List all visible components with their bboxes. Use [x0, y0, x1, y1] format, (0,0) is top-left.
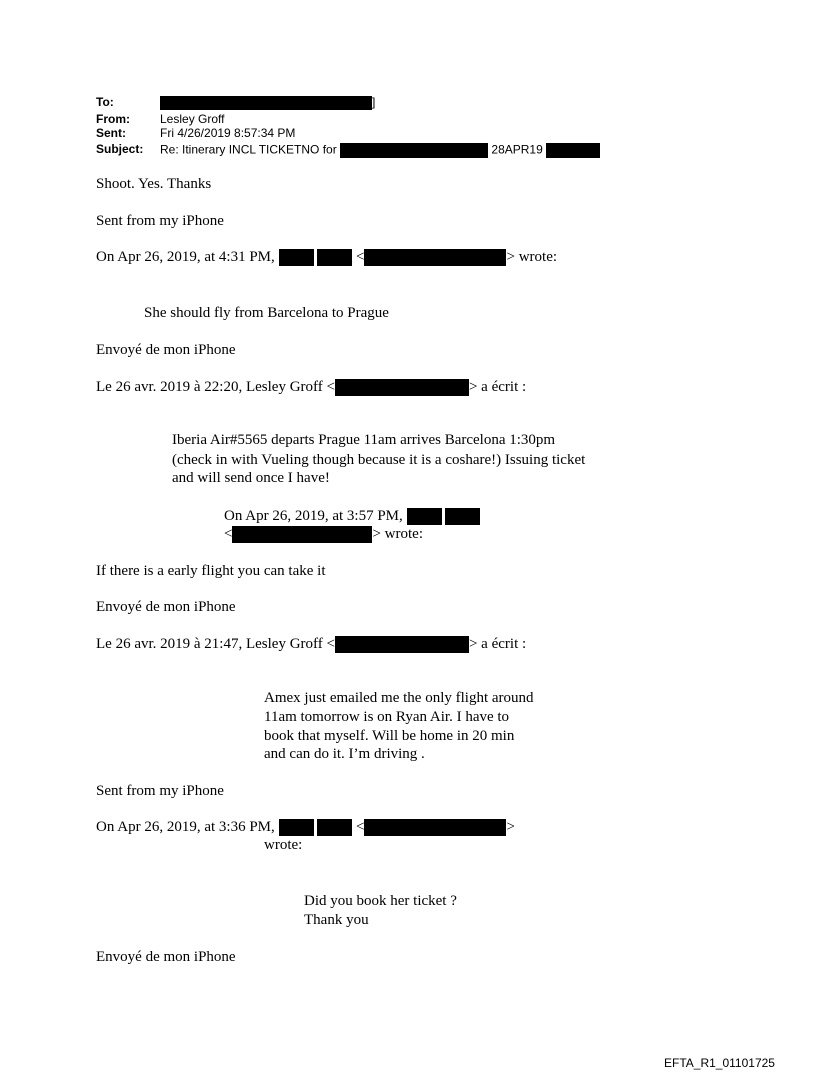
redaction-block: [317, 249, 352, 266]
quote-header: < > wrote:: [224, 526, 423, 542]
redaction-block: [407, 508, 442, 525]
to-suffix: ]: [372, 95, 376, 110]
body-line: and will send once I have!: [172, 470, 330, 486]
body-line: (check in with Vueling though because it is a coshare!) Issuing ticket: [172, 452, 586, 468]
from-value: Lesley Groff: [160, 112, 225, 126]
subject-label: Subject:: [96, 142, 144, 156]
redaction-block: [546, 143, 600, 158]
body-line: Did you book her ticket ?: [304, 893, 457, 909]
redaction-block: [232, 526, 372, 543]
body-line: Amex just emailed me the only flight around: [264, 690, 534, 706]
body-line: Thank you: [304, 912, 369, 928]
body-line: 11am tomorrow is on Ryan Air. I have to: [264, 709, 510, 725]
quote-header: On Apr 26, 2019, at 3:36 PM, < >: [96, 819, 515, 835]
body-line: wrote:: [264, 837, 303, 853]
to-label: To:: [96, 95, 114, 109]
body-line: Sent from my iPhone: [96, 783, 224, 799]
document-id: EFTA_R1_01101725: [664, 1056, 775, 1070]
body-line: If there is a early flight you can take it: [96, 563, 326, 579]
subject-date: 28APR19: [491, 142, 543, 157]
quote-header: On Apr 26, 2019, at 3:57 PM,: [224, 507, 480, 525]
body-line: Shoot. Yes. Thanks: [96, 176, 212, 192]
redaction-block: [445, 508, 480, 525]
sent-value: Fri 4/26/2019 8:57:34 PM: [160, 126, 296, 140]
quote-header: On Apr 26, 2019, at 4:31 PM, < > wrote:: [96, 249, 558, 265]
redaction-block: [335, 379, 469, 396]
body-line: and can do it. I’m driving .: [264, 746, 425, 762]
body-line: Envoyé de mon iPhone: [96, 599, 236, 615]
body-line: Sent from my iPhone: [96, 213, 224, 229]
body-line: Envoyé de mon iPhone: [96, 949, 236, 965]
from-label: From:: [96, 112, 130, 126]
redaction-block: [279, 819, 314, 836]
redaction-block: [335, 636, 469, 653]
subject-prefix: Re: Itinerary INCL TICKETNO for: [160, 142, 337, 157]
body-line: Iberia Air#5565 departs Prague 11am arrives Barcelona 1:30pm: [172, 432, 556, 448]
quote-header: Le 26 avr. 2019 à 22:20, Lesley Groff < > a écrit :: [96, 379, 527, 395]
sent-label: Sent:: [96, 126, 126, 140]
redaction-block: [340, 143, 488, 158]
redaction-block: [364, 819, 506, 836]
redaction-block: [364, 249, 506, 266]
body-line: Envoyé de mon iPhone: [96, 342, 236, 358]
redaction-block: [160, 96, 372, 110]
redaction-block: [317, 819, 352, 836]
quote-header: Le 26 avr. 2019 à 21:47, Lesley Groff < > a écrit :: [96, 636, 527, 652]
redaction-block: [279, 249, 314, 266]
body-line: book that myself. Will be home in 20 min: [264, 728, 515, 744]
body-line: She should fly from Barcelona to Prague: [144, 305, 389, 321]
